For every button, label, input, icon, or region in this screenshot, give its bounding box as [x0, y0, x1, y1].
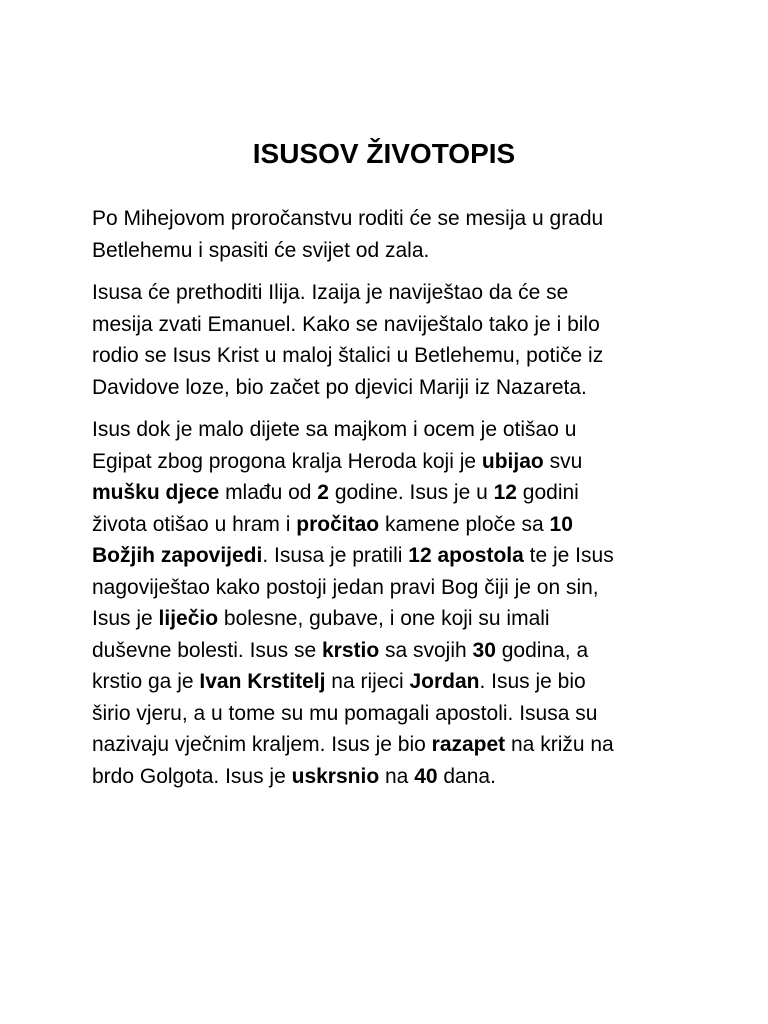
- text-line: [92, 666, 712, 698]
- text-line: [92, 340, 712, 372]
- text-line: [92, 477, 712, 509]
- text-run: godini: [516, 481, 579, 504]
- text-run: na: [379, 764, 415, 788]
- text-run: na križu na: [505, 733, 614, 756]
- text-run: Isus dok je malo dijete sa majkom i ocem je otišao u: [92, 418, 577, 441]
- bold-text: ubijao: [481, 449, 544, 473]
- bold-text: liječio: [158, 607, 219, 630]
- text-run: širio vjeru, a u tome su mu pomagali apostoli. Isusa su: [92, 701, 598, 725]
- text-line: [92, 540, 712, 572]
- paragraph-2: [92, 277, 712, 403]
- text-run: Betlehemu i spasiti će svijet od zala.: [92, 238, 430, 262]
- text-run: krstio ga je: [92, 670, 200, 693]
- bold-text: 30: [472, 638, 496, 662]
- text-line: [92, 372, 712, 404]
- text-run: Davidove loze, bio začet po djevici Mariji iz Nazareta.: [92, 375, 587, 399]
- text-run: Egipat zbog progona kralja Heroda koji je: [92, 449, 482, 473]
- bold-text: 12 apostola: [408, 544, 524, 567]
- text-line: [92, 446, 712, 478]
- text-run: kamene ploče sa: [379, 512, 550, 536]
- text-line: [92, 414, 712, 446]
- text-line: [92, 203, 712, 235]
- text-line: [92, 277, 712, 309]
- text-line: [92, 761, 712, 793]
- text-run: mesija zvati Emanuel. Kako se naviještalo tako je i bilo: [92, 312, 600, 336]
- text-line: [92, 603, 712, 635]
- bold-text: 12: [493, 481, 517, 504]
- bold-text: Jordan: [409, 670, 480, 693]
- text-run: svu: [543, 449, 583, 473]
- text-line: [92, 309, 712, 341]
- bold-text: Ivan Krstitelj: [199, 670, 326, 693]
- text-run: nagoviještao kako postoji jedan pravi Bog čiji je on sin,: [92, 575, 599, 599]
- bold-text: 2: [317, 481, 329, 504]
- bold-text: uskrsnio: [291, 764, 380, 788]
- text-line: [92, 572, 712, 604]
- text-run: godina, a: [495, 638, 589, 662]
- text-run: bolesne, gubave, i one koji su imali: [218, 607, 550, 630]
- document-title: ISUSOV ŽIVOTOPIS: [252, 138, 516, 169]
- text-line: [92, 729, 712, 761]
- text-run: Isus je: [92, 607, 159, 630]
- text-run: . Isusa je pratili: [262, 544, 409, 567]
- text-run: te je Isus: [523, 544, 614, 567]
- text-line: [92, 509, 712, 541]
- bold-text: 10: [549, 512, 573, 536]
- text-run: dana.: [437, 764, 496, 788]
- bold-text: razapet: [431, 733, 506, 756]
- bold-text: mušku djece: [92, 481, 220, 504]
- text-line: [92, 698, 712, 730]
- bold-text: Božjih zapovijedi: [92, 544, 263, 567]
- bold-text: krstio: [321, 638, 380, 662]
- text-run: života otišao u hram i: [92, 512, 297, 536]
- text-run: Po Mihejovom proročanstvu roditi će se mesija u gradu: [92, 207, 604, 230]
- text-run: sa svojih: [379, 638, 473, 662]
- text-run: mlađu od: [219, 481, 318, 504]
- text-run: na rijeci: [325, 670, 410, 693]
- text-run: duševne bolesti. Isus se: [92, 638, 322, 662]
- text-run: . Isus je bio: [479, 670, 586, 693]
- text-run: nazivaju vječnim kraljem. Isus je bio: [92, 733, 432, 756]
- text-run: godine. Isus je u: [328, 481, 494, 504]
- text-line: [92, 235, 712, 267]
- paragraph-1: [92, 203, 712, 266]
- text-run: rodio se Isus Krist u maloj štalici u Betlehemu, potiče iz: [92, 344, 604, 367]
- paragraph-3: [92, 414, 712, 792]
- text-run: Isusa će prethoditi Ilija. Izaija je naviještao da će se: [92, 281, 569, 304]
- text-run: brdo Golgota. Isus je: [92, 764, 292, 788]
- bold-text: 40: [414, 764, 438, 788]
- text-line: [92, 635, 712, 667]
- bold-text: pročitao: [296, 512, 380, 536]
